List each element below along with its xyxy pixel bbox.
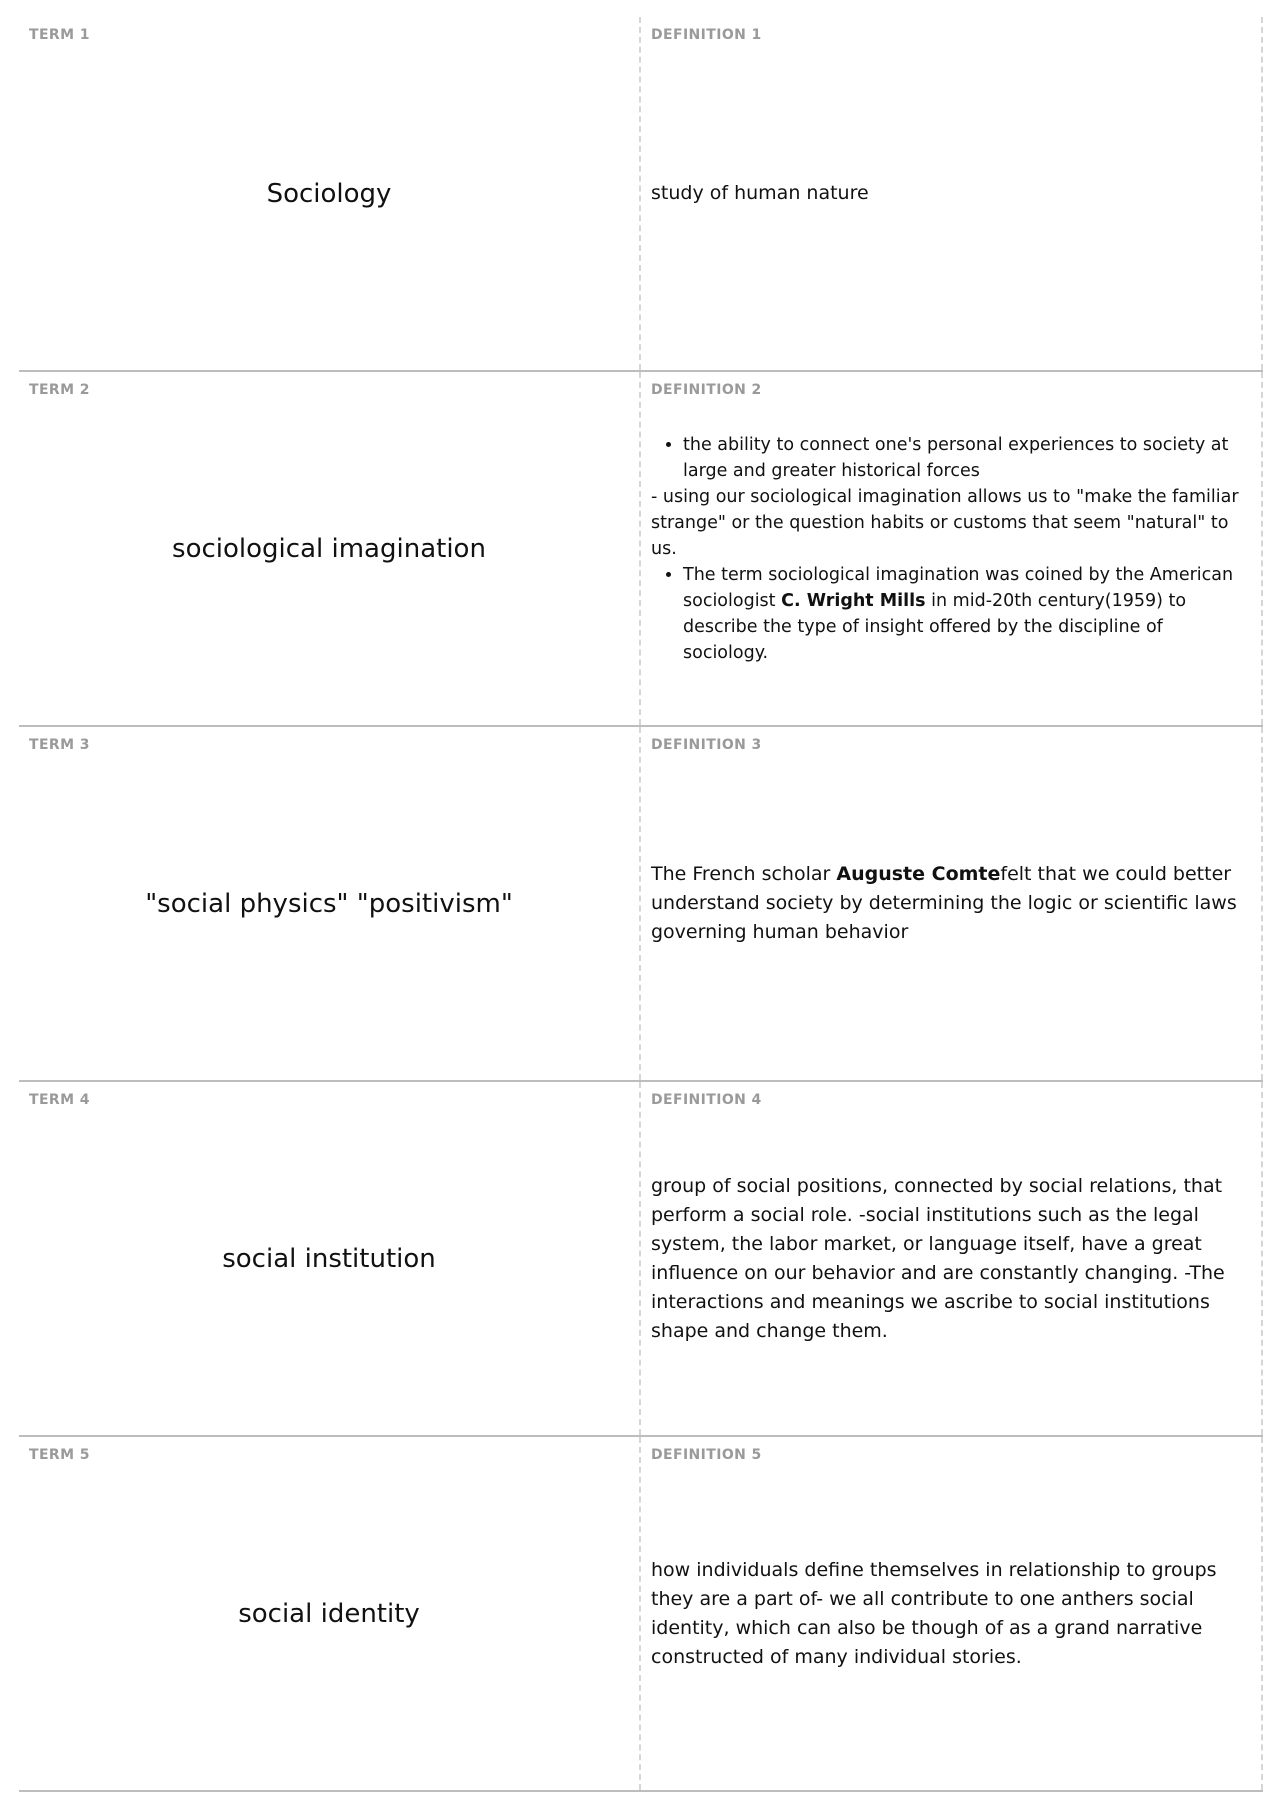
definition-line: - using our sociological imagination allows us to "make the familiar strange" or the question habits or customs that seem "natural" to us. xyxy=(651,486,1239,559)
definition-cell xyxy=(641,372,1263,725)
term-text: Sociology xyxy=(266,178,392,209)
definition-text: study of human nature xyxy=(651,182,869,204)
definition-text-part: felt that we could better understand society by determining the logic or scientific laws governing human behavior xyxy=(651,863,1237,943)
flashcard-5 xyxy=(19,1437,1263,1792)
definition-text-part: The term sociological imagination was coined by the American sociologist xyxy=(683,564,1234,611)
flashcard-sheet xyxy=(19,17,1263,1792)
definition-bold-name: C. Wright Mills xyxy=(781,590,926,611)
term-text: social institution xyxy=(222,1243,436,1274)
definition-text xyxy=(651,860,1249,947)
flashcard-1 xyxy=(19,17,1263,372)
flashcard-4 xyxy=(19,1082,1263,1437)
term-label: TERM 1 xyxy=(29,27,90,43)
term-cell xyxy=(19,372,641,725)
term-label: TERM 5 xyxy=(29,1447,90,1463)
definition-text-part: in mid-20th century(1959) to describe the type of insight offered by the discipline of sociology. xyxy=(683,590,1187,663)
definition-text: group of social positions, connected by social relations, that perform a social role. -social institutions such as the legal system, the labor market, or language itself, have a great influence on our behavior and are constantly changing. -The interactions and meanings we ascribe to social institutions shape and change them. xyxy=(651,1174,1225,1342)
term-text: sociological imagination xyxy=(172,533,486,564)
term-cell xyxy=(19,1082,641,1435)
definition-cell xyxy=(641,1082,1263,1435)
term-text: "social physics" "positivism" xyxy=(145,888,513,919)
definition-label: DEFINITION 1 xyxy=(651,27,762,43)
definition-label: DEFINITION 5 xyxy=(651,1447,762,1463)
definition-text: how individuals define themselves in relationship to groups they are a part of- we all contribute to one anthers social identity, which can also be though of as a grand narrative constructed of many individual stories. xyxy=(651,1558,1217,1668)
term-label: TERM 3 xyxy=(29,737,90,753)
definition-cell xyxy=(641,17,1263,370)
definition-label: DEFINITION 2 xyxy=(651,382,762,398)
definition-text-part: The French scholar xyxy=(651,863,837,885)
definition-bullet: • the ability to connect one's personal experiences to society at large and greater historical forces xyxy=(683,432,1249,484)
flashcard-3 xyxy=(19,727,1263,1082)
term-cell xyxy=(19,727,641,1080)
term-cell xyxy=(19,17,641,370)
definition-cell xyxy=(641,727,1263,1080)
term-label: TERM 2 xyxy=(29,382,90,398)
definition-bullet-list xyxy=(651,562,1249,666)
definition-label: DEFINITION 3 xyxy=(651,737,762,753)
term-cell xyxy=(19,1437,641,1790)
definition-label: DEFINITION 4 xyxy=(651,1092,762,1108)
flashcard-2 xyxy=(19,372,1263,727)
definition-text xyxy=(651,432,1249,666)
term-label: TERM 4 xyxy=(29,1092,90,1108)
definition-bold-name: Auguste Comte xyxy=(836,863,1001,885)
term-text: social identity xyxy=(238,1598,420,1629)
definition-bullet xyxy=(683,562,1249,666)
definition-cell xyxy=(641,1437,1263,1790)
definition-bullet-list xyxy=(651,432,1249,484)
